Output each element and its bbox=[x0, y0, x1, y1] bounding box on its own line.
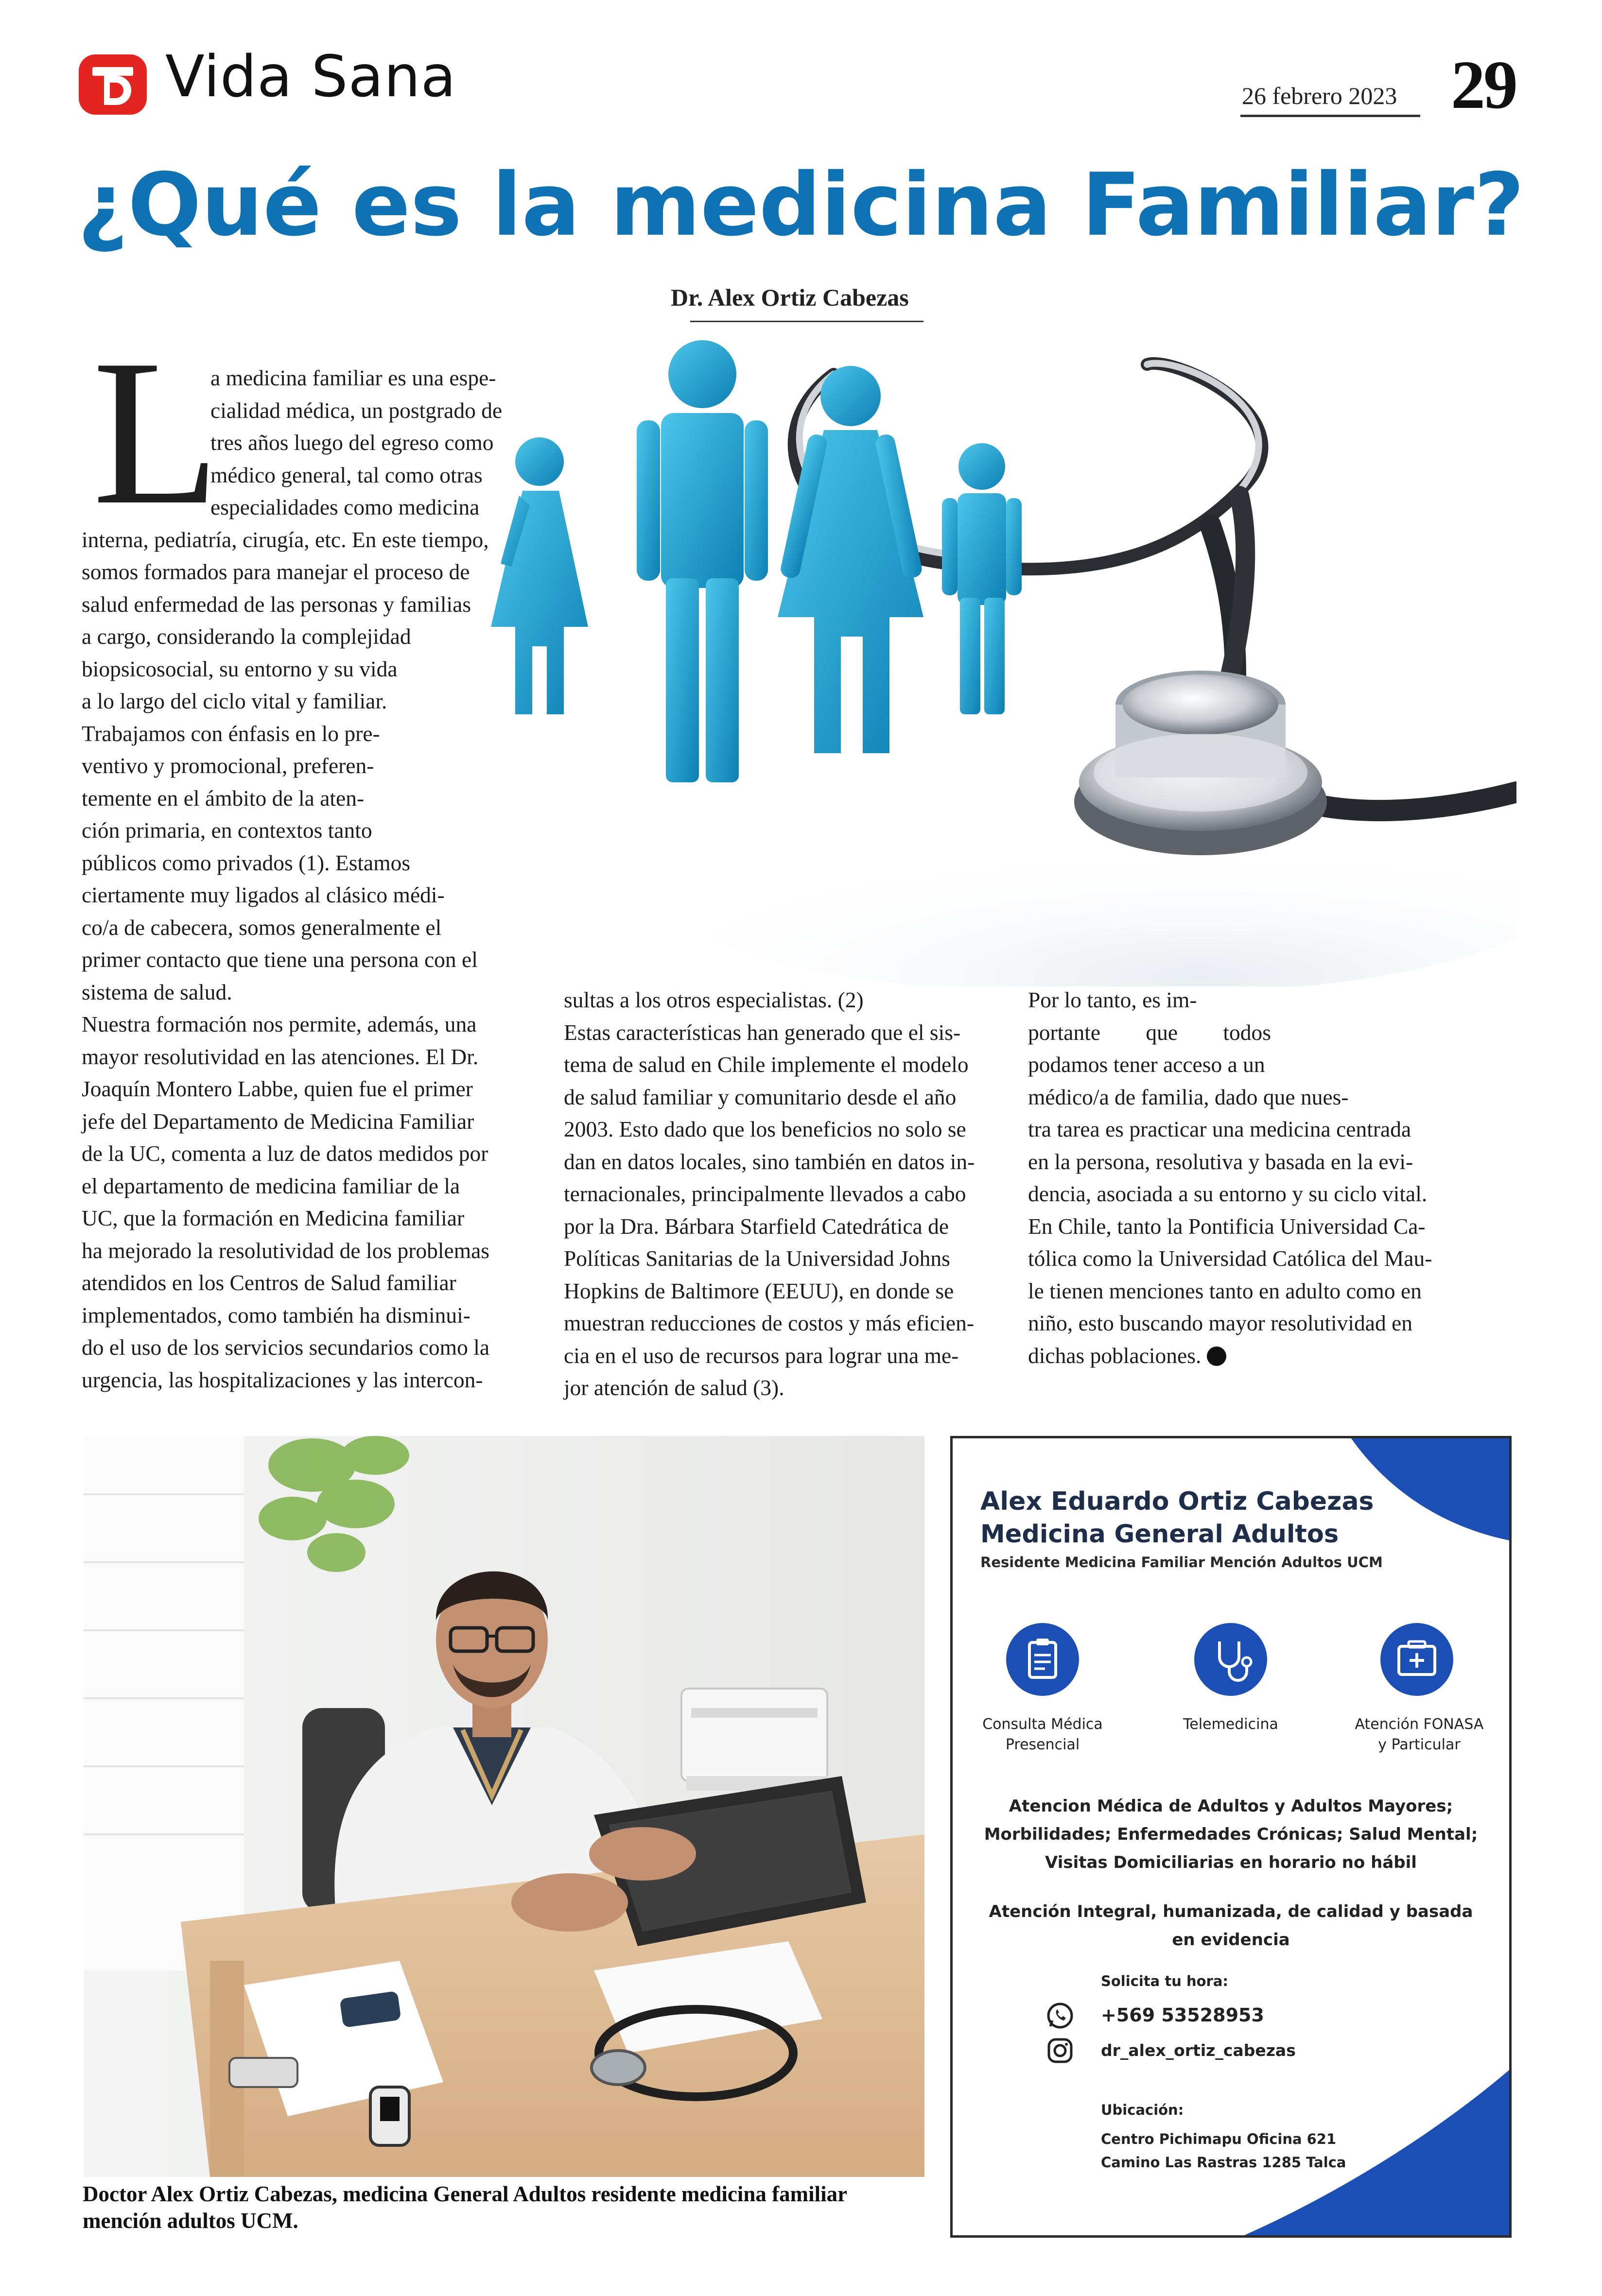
col1-line: públicos como privados (1). Estamos bbox=[82, 850, 411, 875]
ad-areas-line: Morbilidades; Enfermedades Crónicas; Salud Mental; bbox=[984, 1825, 1478, 1844]
service-line: Telemedicina bbox=[1183, 1716, 1278, 1733]
service-line: Presencial bbox=[1005, 1736, 1080, 1753]
col1-line: UC, que la formación en Medicina familiar bbox=[82, 1206, 465, 1230]
col1-line: de la UC, comenta a luz de datos medidos por bbox=[82, 1141, 488, 1166]
end-of-article-dot-icon bbox=[1207, 1347, 1226, 1366]
col1-line: urgencia, las hospitalizaciones y las intercon- bbox=[82, 1367, 483, 1392]
ad-doctor-name: Alex Eduardo Ortiz Cabezas bbox=[980, 1487, 1374, 1516]
ad-address-line: Centro Pichimapu Oficina 621 bbox=[1101, 2131, 1337, 2147]
col1-line: do el uso de los servicios secundarios como la bbox=[82, 1335, 490, 1360]
col1-line: atendidos en los Centros de Salud familiar bbox=[82, 1270, 456, 1295]
article-column-1 bbox=[82, 362, 540, 1396]
stethoscope-icon bbox=[1194, 1623, 1267, 1696]
ad-approach-line: en evidencia bbox=[1172, 1930, 1290, 1950]
ad-subtitle: Residente Medicina Familiar Mención Adultos UCM bbox=[980, 1554, 1383, 1571]
col3-line: tra tarea es practicar una medicina centrada bbox=[1028, 1117, 1411, 1141]
col1-line: sistema de salud. bbox=[82, 979, 232, 1004]
ad-areas bbox=[953, 1792, 1509, 1877]
ad-address-line: Camino Las Rastras 1285 Talca bbox=[1101, 2154, 1346, 2171]
col1-line: especialidades como medicina bbox=[210, 495, 480, 519]
col3-line: Por lo tanto, es im- bbox=[1028, 987, 1197, 1012]
col3-line: médico/a de familia, dado que nues- bbox=[1028, 1084, 1349, 1109]
col3-line: portante que todos bbox=[1028, 1019, 1271, 1045]
ad-location-label: Ubicación: bbox=[1101, 2102, 1184, 2118]
col1-line: interna, pediatría, cirugía, etc. En este tiempo, bbox=[82, 527, 489, 552]
col2-line: ternacionales, principalmente llevados a cabo bbox=[564, 1181, 966, 1206]
service-line: Consulta Médica bbox=[982, 1716, 1103, 1733]
section-name: Vida Sana bbox=[165, 43, 456, 110]
article-title: ¿Qué es la medicina Familiar? bbox=[77, 155, 1525, 255]
col1-line: mayor resolutividad en las atenciones. El Dr. bbox=[82, 1044, 479, 1069]
col1-line: ción primaria, en contextos tanto bbox=[82, 818, 372, 843]
col1-line: jefe del Departamento de Medicina Familiar bbox=[82, 1108, 474, 1134]
medical-folder-icon bbox=[1380, 1623, 1453, 1696]
col1-line: tres años luego del egreso como bbox=[210, 430, 494, 455]
col1-line: a cargo, considerando la complejidad bbox=[82, 624, 411, 649]
col3-line: en la persona, resolutiva y basada en la evi- bbox=[1028, 1149, 1413, 1174]
col2-line: 2003. Esto dado que los beneficios no solo se bbox=[564, 1117, 966, 1141]
col1-line: médico general, tal como otras bbox=[210, 462, 483, 487]
col2-line: de salud familiar y comunitario desde el año bbox=[564, 1084, 957, 1109]
ad-instagram[interactable]: dr_alex_ortiz_cabezas bbox=[1101, 2041, 1296, 2060]
col2-line: tema de salud en Chile implemente el modelo bbox=[564, 1052, 969, 1077]
col2-line: jor atención de salud (3). bbox=[564, 1375, 784, 1400]
col1-line: salud enfermedad de las personas y familias bbox=[82, 591, 471, 617]
date-underline bbox=[1240, 115, 1420, 117]
whatsapp-icon bbox=[1046, 2002, 1074, 2029]
photo-caption: Doctor Alex Ortiz Cabezas, medicina General Adultos residente medicina familiar mención adultos UCM. bbox=[83, 2182, 847, 2233]
col3-line: le tienen menciones tanto en adulto como en bbox=[1028, 1278, 1422, 1303]
author-underline bbox=[690, 321, 923, 322]
service-telemedicina-label bbox=[1153, 1714, 1308, 1735]
ad-phone[interactable]: +569 53528953 bbox=[1101, 2004, 1264, 2026]
issue-date: 26 febrero 2023 bbox=[1242, 82, 1397, 109]
ad-booking-label: Solicita tu hora: bbox=[1101, 1973, 1228, 1989]
ad-areas-line: Visitas Domiciliarias en horario no hábil bbox=[1045, 1853, 1417, 1872]
col1-line: somos formados para manejar el proceso de bbox=[82, 559, 470, 584]
col1-line: ventivo y promocional, preferen- bbox=[82, 753, 374, 778]
col1-line: implementados, como también ha disminui- bbox=[82, 1302, 470, 1328]
doctor-advertisement bbox=[950, 1436, 1512, 2238]
col2-line: sultas a los otros especialistas. (2) bbox=[564, 987, 864, 1012]
ad-areas-line: Atencion Médica de Adultos y Adultos Mayores; bbox=[1009, 1796, 1453, 1816]
col3-line bbox=[1028, 1340, 1471, 1372]
article-column-2 bbox=[564, 984, 1007, 1404]
col3-line: niño, esto buscando mayor resolutividad en bbox=[1028, 1311, 1413, 1335]
service-consulta-label bbox=[965, 1714, 1120, 1755]
col1-line: Trabajamos con énfasis en lo pre- bbox=[82, 721, 380, 746]
col2-line: cia en el uso de recursos para lograr una me- bbox=[564, 1343, 959, 1368]
service-fonasa-label bbox=[1341, 1714, 1497, 1755]
col1-line: ha mejorado la resolutividad de los problemas bbox=[82, 1238, 489, 1263]
col2-line: muestran reducciones de costos y más eficien- bbox=[564, 1311, 974, 1335]
col1-line: co/a de cabecera, somos generalmente el bbox=[82, 915, 442, 940]
drop-cap: L bbox=[92, 317, 220, 548]
col1-line: Nuestra formación nos permite, además, una bbox=[82, 1012, 477, 1036]
instagram-icon bbox=[1046, 2037, 1074, 2064]
col2-line: Políticas Sanitarias de la Universidad Johns bbox=[564, 1246, 950, 1271]
col1-line: primer contacto que tiene una persona con el bbox=[82, 947, 478, 972]
family-stethoscope-illustration bbox=[481, 335, 1516, 986]
col1-line: temente en el ámbito de la aten- bbox=[82, 785, 365, 811]
col1-line: ciertamente muy ligados al clásico médi- bbox=[82, 882, 445, 907]
page-number: 29 bbox=[1451, 46, 1516, 123]
service-line: Atención FONASA bbox=[1355, 1716, 1484, 1733]
col3-line: tólica como la Universidad Católica del Mau- bbox=[1028, 1246, 1432, 1271]
col1-line: a lo largo del ciclo vital y familiar. bbox=[82, 689, 387, 713]
col1-line: cialidad médica, un postgrado de bbox=[210, 397, 503, 423]
newspaper-logo-icon bbox=[79, 54, 147, 115]
col2-line: Hopkins de Baltimore (EEUU), en donde se bbox=[564, 1278, 954, 1303]
service-line: y Particular bbox=[1378, 1736, 1461, 1753]
article-author: Dr. Alex Ortiz Cabezas bbox=[671, 284, 909, 311]
col2-line: Estas características han generado que el sis- bbox=[564, 1019, 961, 1045]
col3-line: En Chile, tanto la Pontificia Universidad Ca- bbox=[1028, 1213, 1426, 1239]
col2-line: dan en datos locales, sino también en datos in- bbox=[564, 1149, 975, 1174]
col3-line: podamos tener acceso a un bbox=[1028, 1052, 1265, 1077]
col3-line: dencia, asociada a su entorno y su ciclo vital. bbox=[1028, 1181, 1428, 1206]
clipboard-icon bbox=[1006, 1623, 1079, 1696]
ad-specialty: Medicina General Adultos bbox=[980, 1520, 1339, 1549]
ad-approach bbox=[953, 1898, 1509, 1954]
col1-line: a medicina familiar es una espe- bbox=[210, 365, 496, 390]
col3-line-text: dichas poblaciones. bbox=[1028, 1343, 1202, 1368]
col2-line: por la Dra. Bárbara Starfield Catedrática de bbox=[564, 1213, 949, 1239]
col1-line: biopsicosocial, su entorno y su vida bbox=[82, 656, 398, 681]
ad-approach-line: Atención Integral, humanizada, de calidad y basada bbox=[989, 1902, 1473, 1921]
article-column-3 bbox=[1028, 984, 1471, 1372]
col1-line: Joaquín Montero Labbe, quien fue el primer bbox=[82, 1076, 473, 1101]
col1-line: el departamento de medicina familiar de la bbox=[82, 1173, 460, 1198]
doctor-photo bbox=[84, 1436, 924, 2177]
